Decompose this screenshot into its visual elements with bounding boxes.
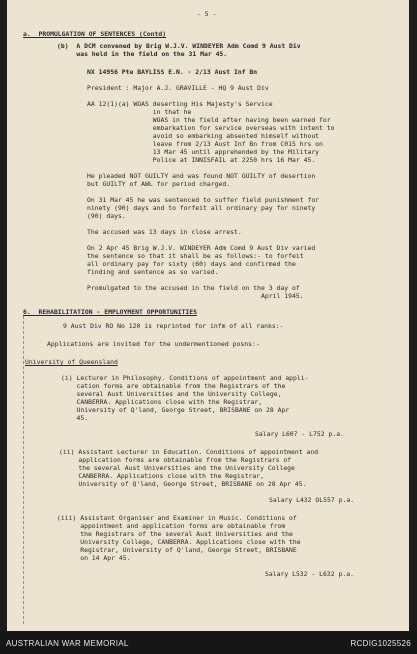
item-iii-line-2: appointment and application forms are obtainable from [57, 522, 286, 530]
archive-footer [0, 631, 417, 654]
accused-line: NX 14956 Pte BAYLISS E.N. - 2/13 Aust Inf Bn [87, 68, 258, 76]
charge-line-2: in that he [87, 108, 192, 116]
president-line: President : Major A.J. GRAVILLE - HQ 9 Aust Div [87, 84, 269, 92]
dcm-line-1: (b) A DCM convened by Brig W.J.V. WINDEYER Adm Comd 9 Aust Div [57, 42, 301, 50]
item-iii-line-6: on 14 Apr 45. [57, 554, 131, 562]
section-heading-rehabilitation: 6. REHABILITATION - EMPLOYMENT OPPORTUNITIES [23, 308, 198, 316]
item-i-line-4: CANBERRA. Applications close with the Registrar, [61, 398, 263, 406]
item-ii-line-4: CANBERRA. Applications close with the Registrar, [59, 472, 264, 480]
charge-line-3: WOAS in the field after having been warned for [87, 116, 331, 124]
sentence-line-2: ninety (90) days and to forfeit all ordinary pay for ninety [87, 204, 316, 212]
promulgated-line-2: April 1945. [87, 292, 304, 300]
varied-line-4: finding and sentence as so varied. [87, 268, 219, 276]
item-i-line-6: 45. [61, 414, 89, 422]
arrest-line: The accused was 13 days in close arrest. [87, 228, 242, 236]
item-i-line-5: University of Q'land, George Street, BRISBANE on 28 Apr [61, 406, 290, 414]
charge-line-7: 13 Mar 45 until apprehended by the Military [87, 148, 320, 156]
item-ii-line-2: application forms are obtainable from the Registrars of [59, 456, 292, 464]
item-i-line-2: cation forms are obtainable from the Registrars of the [61, 382, 286, 390]
item-ii-line-1: (ii) Assistant Lecturer in Education. Conditions of appointment and [59, 448, 319, 456]
charge-line-6: leave from 2/13 Aust Inf Bn from C015 hrs on [87, 140, 323, 148]
item-i-line-1: (i) Lecturer in Philosophy. Conditions of appointment and appli- [61, 374, 309, 382]
plea-line-1: He pleaded NOT GUILTY and was found NOT GUILTY of desertion [87, 172, 316, 180]
item-ii-line-3: the several Aust Universities and the University College [59, 464, 295, 472]
item-iii-line-5: Registrar, University of Q'land, George Street, BRISBANE [57, 546, 297, 554]
invited-line: Applications are invited for the undermentioned posns:- [47, 340, 260, 348]
item-ii-line-5: University of Q'land, George Street, BRISBANE on 28 Apr 45. [59, 480, 307, 488]
document-page [7, 0, 409, 631]
item-iii-line-4: University College, CANBERRA. Applications close with the [57, 538, 301, 546]
salary-ii: Salary L432 OL557 p.a. [269, 496, 355, 504]
section-heading-promulgation: a. PROMULGATION OF SENTENCES (Contd) [23, 30, 167, 38]
plea-line-2: but GUILTY of AWL for period charged. [87, 180, 231, 188]
sentence-line-3: (90) days. [87, 212, 126, 220]
sentence-line-1: On 31 Mar 45 he was sentenced to suffer field punishment for [87, 196, 320, 204]
charge-line-4: embarkation for service overseas with intent to [87, 124, 335, 132]
reprint-line: 9 Aust Div RO No 120 is reprinted for infm of all ranks:- [63, 322, 284, 330]
item-iii-line-3: the Registrars of the several Aust Universities and the [57, 530, 293, 538]
promulgated-line-1: Promulgated to the accused in the field on the 3 day of [87, 284, 300, 292]
item-iii-line-1: (iii) Assistant Organiser and Examiner in Music. Conditions of [57, 514, 297, 522]
item-i-line-3: several Aust Universities and the University College, [61, 390, 282, 398]
university-heading: University of Queensland [25, 358, 118, 366]
salary-i: Salary L607 - L752 p.a. [255, 430, 344, 438]
varied-line-2: the sentence so that it shall be as follows:- to forfeit [87, 252, 304, 260]
charge-line-5: avoid so embarking absented himself without [87, 132, 320, 140]
salary-iii: Salary L532 - L632 p.a. [265, 570, 354, 578]
varied-line-1: On 2 Apr 45 Brig W.J.V. WINDEYER Adm Comd 9 Aust Div varied [87, 244, 316, 252]
footer-source: AUSTRALIAN WAR MEMORIAL [6, 639, 129, 648]
footer-record-id: RCDIG1025526 [350, 639, 411, 648]
charge-line-8: Police at INNISFAIL at 2250 hrs 16 Mar 45. [87, 156, 316, 164]
dcm-line-2: was held in the field on the 31 Mar 45. [57, 50, 228, 58]
charge-line-1: AA 12(1)(a) WOAS deserting His Majesty's Service [87, 100, 273, 108]
varied-line-3: all ordinary pay for sixty (60) days and confirmed the [87, 260, 296, 268]
page-number: - 5 - [197, 10, 217, 18]
